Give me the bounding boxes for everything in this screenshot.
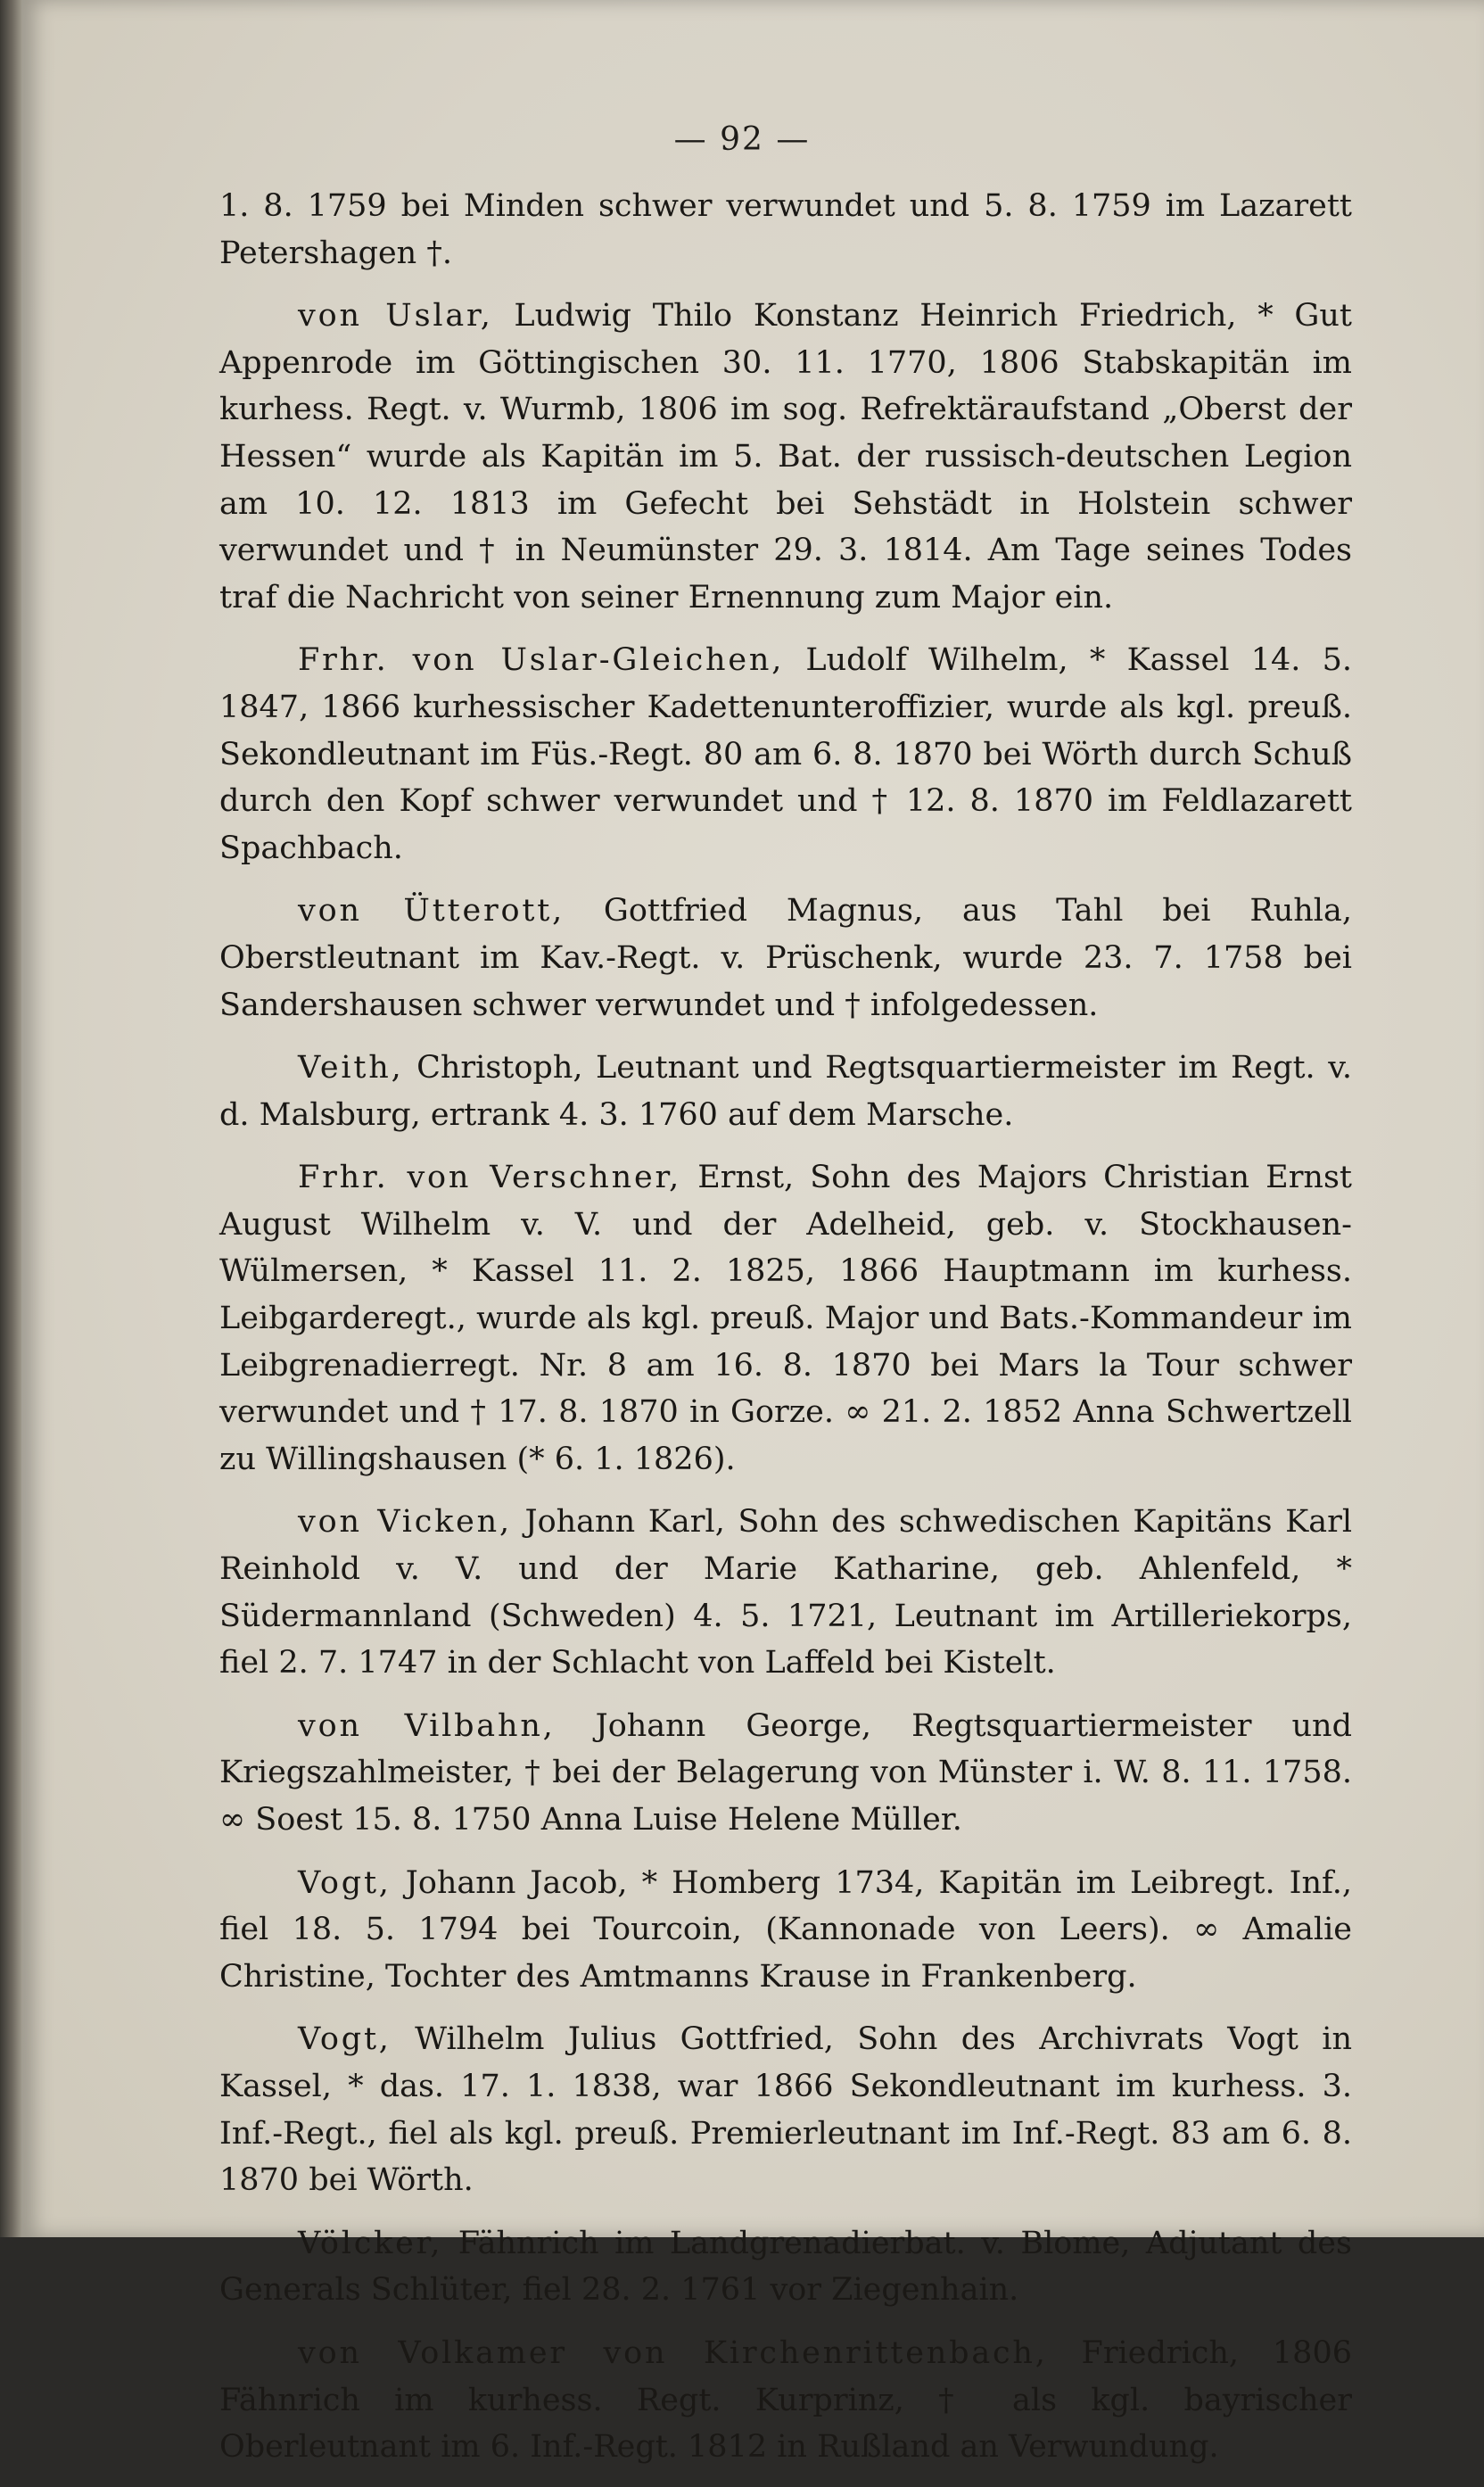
entry-9	[219, 1860, 1352, 2001]
entry-2	[219, 293, 1352, 621]
entry-1-text: 1. 8. 1759 bei Minden schwer verwundet und 5. 8. 1759 im Lazarett Petershagen †.	[219, 188, 1352, 271]
entry-2-lead: von Uslar,	[298, 298, 493, 335]
entry-11-text: Fähnrich im Landgrenadierbat. v. Blome, Adjutant des Generals Schlüter, fiel 28. 2. 1761 vor Ziegenhain.	[219, 2225, 1352, 2309]
entry-5	[219, 1045, 1352, 1138]
entry-9-lead: Vogt,	[298, 1864, 392, 1901]
entry-5-lead: Veith,	[298, 1050, 404, 1087]
entry-7-text: Johann Karl, Sohn des schwedischen Kapitäns Karl Reinhold v. V. und der Marie Katharine, geb. Ahlenfeld, * Südermannland (Schweden) 4. 5. 1721, Leutnant im Artilleriekorps, fiel 2. 7. 1747 in der Schlacht von Laffeld bei Kistelt.	[219, 1504, 1353, 1681]
entry-1	[219, 183, 1352, 277]
entry-12-lead: von Volkamer von Kirchenrittenbach,	[298, 2334, 1048, 2371]
page-body	[219, 183, 1352, 2487]
entry-8	[219, 1703, 1352, 1844]
entry-6	[219, 1154, 1352, 1483]
entry-10	[219, 2016, 1352, 2203]
entry-3-lead: Frhr. von Uslar-Gleichen,	[298, 642, 785, 679]
entry-6-text: Ernst, Sohn des Majors Christian Ernst August Wilhelm v. V. und der Adelheid, geb. v. Stockhausen-Wülmersen, * Kassel 11. 2. 1825, 1866 Hauptmann im kurhess. Leibgarderegt., wurde als kgl. preuß. Major und Bats.-Kommandeur im Leibgrenadierregt. Nr. 8 am 16. 8. 1870 bei Mars la Tour schwer verwundet und † 17. 8. 1870 in Gorze. ∞ 21. 2. 1852 Anna Schwertzell zu Willingshausen (* 6. 1. 1826).	[219, 1160, 1352, 1477]
entry-8-lead: von Vilbahn,	[298, 1707, 556, 1744]
entry-4	[219, 888, 1352, 1029]
entry-4-lead: von Ütterott,	[298, 893, 565, 930]
entry-10-lead: Vogt,	[298, 2021, 392, 2058]
page-number: — 92 —	[673, 121, 811, 158]
entry-3-text: Ludolf Wilhelm, * Kassel 14. 5. 1847, 1866 kurhessischer Kadettenunteroffizier, wurde als kgl. preuß. Sekondleutnant im Füs.-Regt. 80 am 6. 8. 1870 bei Wörth durch Schuß durch den Kopf schwer verwundet und † 12. 8. 1870 im Feldlazarett Spachbach.	[219, 642, 1352, 866]
entry-12	[219, 2330, 1352, 2471]
entry-11-lead: Völcker,	[298, 2225, 443, 2261]
entry-6-lead: Frhr. von Verschner,	[298, 1160, 682, 1196]
entry-12-text: Friedrich, 1806 Fähnrich im kurhess. Regt. Kurprinz, † als kgl. bayrischer Oberleutnant im 6. Inf.-Regt. 1812 in Rußland an Verwundung.	[219, 2334, 1352, 2466]
entry-9-text: Johann Jacob, * Homberg 1734, Kapitän im Leibregt. Inf., fiel 18. 5. 1794 bei Tourcoin, (Kannonade von Leers). ∞ Amalie Christine, Tochter des Amtmanns Krause in Frankenberg.	[219, 1864, 1352, 1995]
entry-11	[219, 2220, 1352, 2314]
entry-4-text: Gottfried Magnus, aus Tahl bei Ruhla, Oberstleutnant im Kav.-Regt. v. Prüschenk, wurde 23. 7. 1758 bei Sandershausen schwer verwundet und † infolgedessen.	[219, 893, 1352, 1023]
entry-2-text: Ludwig Thilo Konstanz Heinrich Friedrich, * Gut Appenrode im Göttingischen 30. 11. 1770, 1806 Stabskapitän im kurhess. Regt. v. Wurmb, 1806 im sog. Refrektäraufstand „Oberst der Hessen“ wurde als Kapitän im 5. Bat. der russisch-deutschen Legion am 10. 12. 1813 im Gefecht bei Sehstädt in Holstein schwer verwundet und † in Neumünster 29. 3. 1814. Am Tage seines Todes traf die Nachricht von seiner Ernennung zum Major ein.	[219, 298, 1352, 616]
entry-3	[219, 637, 1352, 872]
entry-8-text: Johann George, Regtsquartiermeister und Kriegszahlmeister, † bei der Belagerung von Münster i. W. 8. 11. 1758. ∞ Soest 15. 8. 1750 Anna Luise Helene Müller.	[219, 1707, 1352, 1838]
entry-7	[219, 1499, 1352, 1686]
entry-10-text: Wilhelm Julius Gottfried, Sohn des Archivrats Vogt in Kassel, * das. 17. 1. 1838, war 1866 Sekondleutnant im kurhess. 3. Inf.-Regt., fiel als kgl. preuß. Premierleutnant im Inf.-Regt. 83 am 6. 8. 1870 bei Wörth.	[219, 2021, 1352, 2199]
entry-5-text: Christoph, Leutnant und Regtsquartiermeister im Regt. v. d. Malsburg, ertrank 4. 3. 1760 auf dem Marsche.	[219, 1050, 1352, 1133]
entry-7-lead: von Vicken,	[298, 1504, 512, 1541]
